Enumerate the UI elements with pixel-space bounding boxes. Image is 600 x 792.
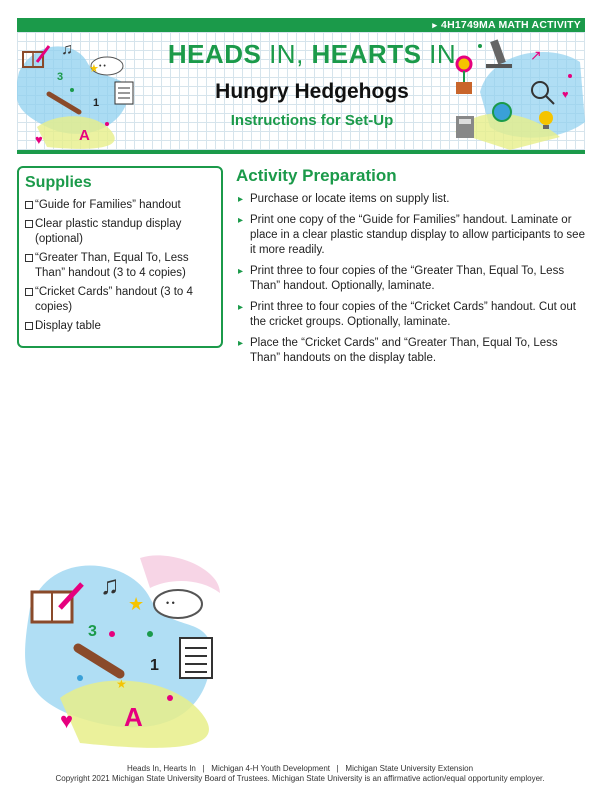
prep-list xyxy=(236,192,588,366)
globe-icon xyxy=(493,103,511,121)
letter-a-glyph: A xyxy=(124,702,143,732)
banner-rule xyxy=(17,150,585,154)
svg-text:• •: • • xyxy=(99,63,106,70)
decorative-illustration xyxy=(20,548,230,748)
checkbox-icon xyxy=(25,254,33,262)
supply-item: “Greater Than, Equal To, Less Than” handout (3 to 4 copies) xyxy=(25,251,215,281)
checkbox-icon xyxy=(25,288,33,296)
checkbox-icon xyxy=(25,322,33,330)
bullet-arrow-icon: ▸ xyxy=(238,302,244,313)
series-word-in: IN, xyxy=(269,39,304,69)
page-title: Hungry Hedgehogs xyxy=(215,80,409,103)
prep-item: ▸ Print one copy of the “Guide for Families” handout. Laminate or place in a clear plastic standup display to allow participants to see it more readily. xyxy=(238,214,585,256)
heart-icon: ♥ xyxy=(60,708,74,733)
footer-credits: Heads In, Hearts In | Michigan 4-H Youth Development | Michigan State University Extension xyxy=(126,764,474,773)
svg-text:• •: • • xyxy=(166,598,175,608)
heart-icon: ♥ xyxy=(35,132,43,147)
banner xyxy=(17,32,585,150)
chart-icon: ↗ xyxy=(530,47,542,63)
supply-item: Display table xyxy=(25,319,215,334)
bullet-arrow-icon: ▸ xyxy=(238,194,244,205)
series-word-hearts: HEARTS xyxy=(311,39,422,69)
letter-a-glyph: A xyxy=(79,127,90,144)
heart-icon-right: ♥ xyxy=(562,89,569,101)
banner-left-art xyxy=(17,32,147,150)
footer xyxy=(0,764,600,784)
bullet-arrow-icon: ▸ xyxy=(238,338,244,349)
microscope-icon xyxy=(490,39,506,64)
bullet-arrow-icon: ▸ xyxy=(238,266,244,277)
number-1-glyph: 1 xyxy=(93,97,100,109)
supplies-box xyxy=(17,166,223,348)
supply-item: Clear plastic standup display (optional) xyxy=(25,217,215,247)
lightbulb-icon xyxy=(539,111,553,125)
supply-item: “Cricket Cards” handout (3 to 4 copies) xyxy=(25,285,215,315)
star-icon: ★ xyxy=(128,594,145,614)
footer-copyright: Copyright 2021 Michigan State University Board of Trustees. Michigan State University is an affirmative action/equal opportunity employer. xyxy=(55,774,545,783)
flower-icon xyxy=(457,57,471,71)
series-word-heads: HEADS xyxy=(167,39,262,69)
prep-item: ▸ Purchase or locate items on supply list. xyxy=(238,193,450,205)
page-subtitle: Instructions for Set-Up xyxy=(230,112,394,129)
supplies-heading: Supplies xyxy=(25,174,92,191)
star-icon-small: ★ xyxy=(116,677,127,691)
activity-code: ▸ 4H1749MA MATH ACTIVITY xyxy=(432,19,581,31)
music-note-icon: ♫ xyxy=(61,41,73,58)
supplies-list xyxy=(25,198,215,334)
checkbox-icon xyxy=(25,201,33,209)
prep-item: ▸ Print three to four copies of the “Greater Than, Equal To, Less Than” handout. Optionally, laminate. xyxy=(238,265,565,292)
number-1-glyph: 1 xyxy=(150,657,159,674)
flower-pot-icon xyxy=(456,82,472,94)
series-headline xyxy=(167,39,457,70)
star-icon: ★ xyxy=(89,63,99,75)
banner-right-art xyxy=(450,32,585,150)
activity-preparation xyxy=(236,166,588,372)
number-3-glyph: 3 xyxy=(88,623,97,640)
series-word-in-2: IN xyxy=(429,39,457,69)
prep-item: ▸ Place the “Cricket Cards” and “Greater Than, Equal To, Less Than” handouts on the display table. xyxy=(238,337,558,364)
number-3-glyph: 3 xyxy=(57,71,64,83)
prep-heading: Activity Preparation xyxy=(236,166,397,185)
supply-item: “Guide for Families” handout xyxy=(25,198,215,213)
pink-swoosh xyxy=(140,555,220,593)
bullet-arrow-icon: ▸ xyxy=(238,215,244,226)
music-note-icon: ♫ xyxy=(100,570,120,600)
checkbox-icon xyxy=(25,220,33,228)
header-bar xyxy=(17,18,585,32)
prep-item: ▸ Print three to four copies of the “Cricket Cards” handout. Cut out the cricket groups. Optionally, laminate. xyxy=(238,301,576,328)
cloud-icon xyxy=(154,590,202,618)
